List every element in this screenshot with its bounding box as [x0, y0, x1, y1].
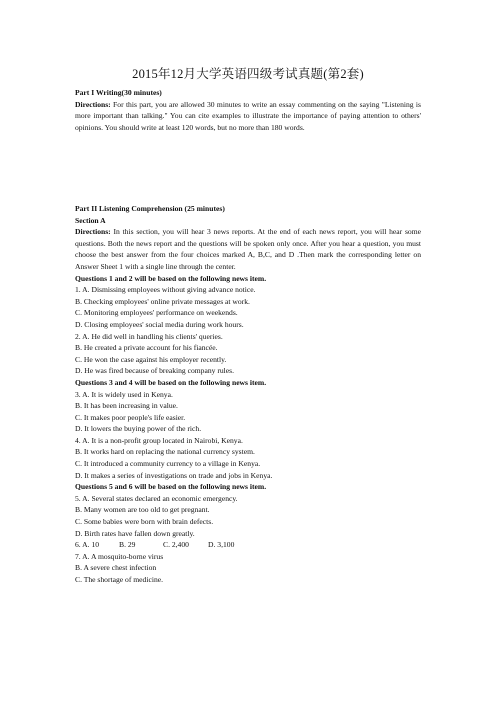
- question-group-heading: Questions 3 and 4 will be based on the following news item.: [75, 377, 267, 387]
- answer-option: 4. A. It is a non-profit group located in Nairobi, Kenya.: [75, 435, 243, 445]
- part2-directions-label: Directions:: [75, 227, 111, 237]
- answer-option: D. Closing employees' social media during work hours.: [75, 319, 244, 329]
- part1-heading: Part I Writing(30 minutes): [75, 88, 162, 97]
- answer-option: D. He was fired because of breaking company rules.: [75, 366, 234, 376]
- question-group-heading: Questions 5 and 6 will be based on the following news item.: [75, 482, 267, 492]
- question-group-heading: Questions 1 and 2 will be based on the following news item.: [75, 273, 267, 283]
- answer-option: B. Many women are too old to get pregnant.: [75, 505, 210, 515]
- answer-option: 3. A. It is widely used in Kenya.: [75, 389, 173, 399]
- q6-option-c: C. 2,400: [163, 540, 189, 550]
- question-6-options: [75, 539, 421, 551]
- answer-option: D. It lowers the buying power of the rich.: [75, 424, 202, 434]
- answer-option: 2. A. He did well in handling his clients' queries.: [75, 331, 223, 341]
- part2-heading: Part II Listening Comprehension (25 minutes): [75, 204, 225, 213]
- part1-directions: [75, 99, 421, 134]
- part1-directions-text: For this part, you are allowed 30 minutes to write an essay commenting on the saying "Listening is more important than talking." You can cite examples to illustrate the importance of paying attention to others' opinions. You should write at least 120 words, but no more than 180 words.: [75, 99, 421, 132]
- answer-option: C. It makes poor people's life easier.: [75, 412, 186, 422]
- part2-directions: [75, 226, 421, 272]
- answer-option: D. Birth rates have fallen down greatly.: [75, 528, 195, 538]
- answer-option: B. A severe chest infection: [75, 563, 157, 573]
- q6-option-b: B. 29: [119, 540, 136, 550]
- q6-option-a: 6. A. 10: [75, 540, 100, 550]
- answer-option: C. Monitoring employees' performance on weekends.: [75, 308, 238, 318]
- answer-option: B. Checking employees' online private messages at work.: [75, 296, 250, 306]
- answer-option: C. He won the case against his employer recently.: [75, 354, 227, 364]
- answer-option: 1. A. Dismissing employees without giving advance notice.: [75, 285, 256, 295]
- answer-option: B. It has been increasing in value.: [75, 401, 178, 411]
- answer-option: C. It introduced a community currency to a village in Kenya.: [75, 459, 261, 469]
- page-title: 2015年12月大学英语四级考试真题(第2套): [132, 67, 364, 81]
- answer-option: D. It makes a series of investigations on trade and jobs in Kenya.: [75, 470, 273, 480]
- q6-option-d: D. 3,100: [208, 540, 235, 550]
- answer-option: 5. A. Several states declared an economic emergency.: [75, 493, 238, 503]
- answer-option: C. The shortage of medicine.: [75, 575, 164, 584]
- answer-option: 7. A. A mosquito-borne virus: [75, 551, 164, 561]
- question-list: [75, 273, 421, 540]
- part1-section: [75, 87, 421, 133]
- part2-section: [75, 203, 421, 586]
- answer-option: B. It works hard on replacing the national currency system.: [75, 447, 255, 457]
- answer-option: B. He created a private account for his fiancée.: [75, 343, 218, 353]
- part1-directions-label: Directions:: [75, 99, 111, 109]
- answer-option: C. Some babies were born with brain defects.: [75, 517, 214, 527]
- part2-directions-text: In this section, you will hear 3 news reports. At the end of each news report, you will hear some questions. Both the news report and the questions will be spoken only once. After you hear a question, you must choose the best answer from the four choices marked A, B,C, and D .Then mark the corresponding letter on Answer Sheet 1 with a single line through the center.: [75, 227, 421, 271]
- section-a-heading: Section A: [75, 215, 106, 225]
